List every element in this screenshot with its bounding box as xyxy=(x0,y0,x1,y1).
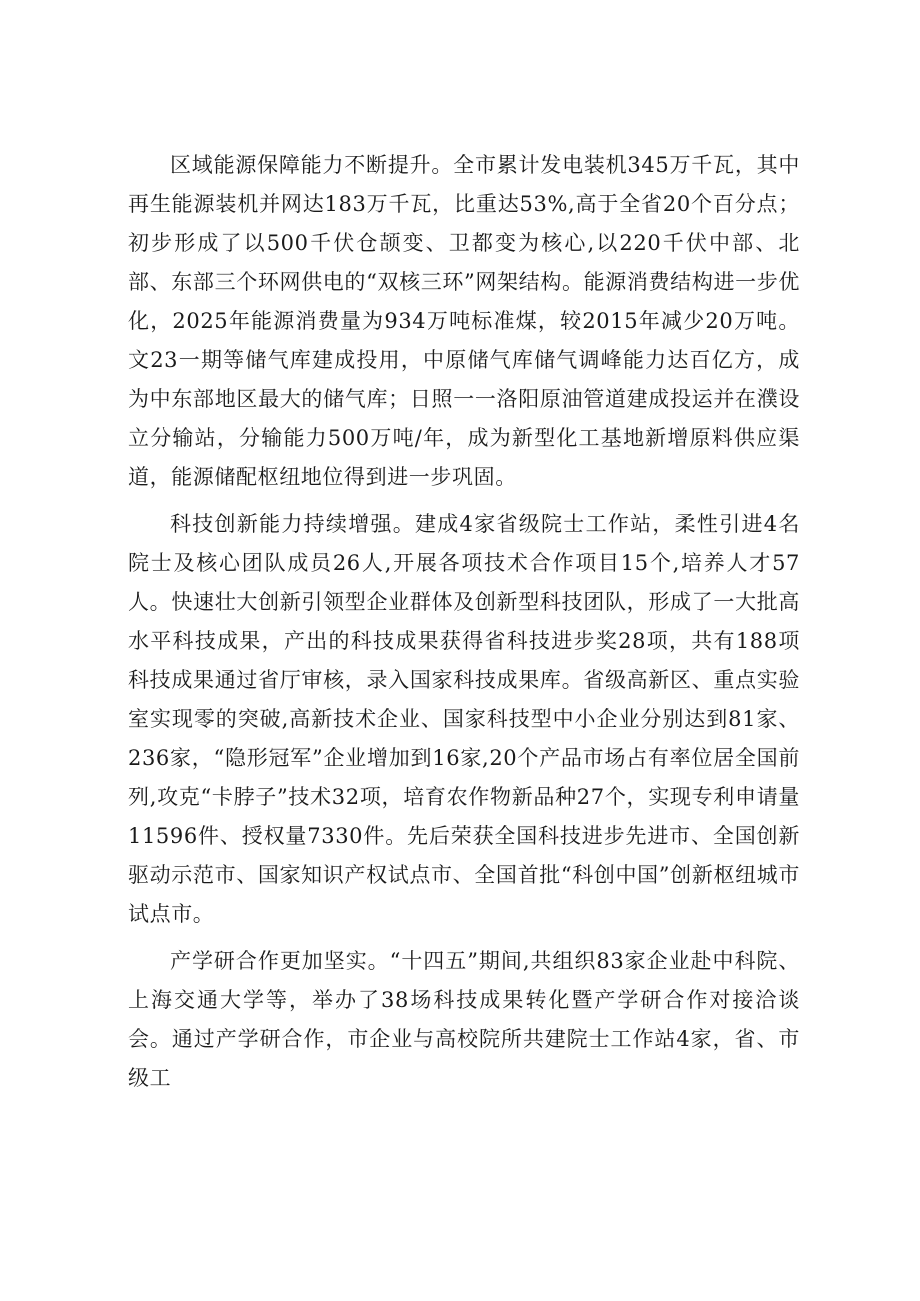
paragraph-energy-security: 区域能源保障能力不断提升。全市累计发电装机345万千瓦，其中再生能源装机并网达183万千瓦，比重达53%,高于全省20个百分点；初步形成了以500千伏仓颉变、卫都变为核心,以220千伏中部、北部、东部三个环网供电的“双核三环”网架结构。能源消费结构进一步优化，2025年能源消费量为934万吨标准煤，较2015年减少20万吨。文23一期等储气库建成投用，中原储气库储气调峰能力达百亿方，成为中东部地区最大的储气库；日照一一洛阳原油管道建成投运并在濮设立分输站，分输能力500万吨/年，成为新型化工基地新增原料供应渠道，能源储配枢纽地位得到进一步巩固。 xyxy=(128,153,800,489)
document-body xyxy=(128,146,800,1106)
paragraph-industry-academia: 产学研合作更加坚实。“十四五”期间,共组织83家企业赴中科院、上海交通大学等，举办了38场科技成果转化暨产学研合作对接洽谈会。通过产学研合作，市企业与高校院所共建院士工作站4家，省、市级工 xyxy=(128,949,800,1090)
paragraph-tech-innovation: 科技创新能力持续增强。建成4家省级院士工作站，柔性引进4名院士及核心团队成员26人,开展各项技术合作项目15个,培养人才57人。快速壮大创新引领型企业群体及创新型科技团队，形成了一大批高水平科技成果，产出的科技成果获得省科技进步奖28项，共有188项科技成果通过省厅审核，录入国家科技成果库。省级高新区、重点实验室实现零的突破,高新技术企业、国家科技型中小企业分别达到81家、236家，“隐形冠军”企业增加到16家,20个产品市场占有率位居全国前列,攻克“卡脖子”技术32项，培育农作物新品种27个，实现专利申请量11596件、授权量7330件。先后荣获全国科技进步先进市、全国创新驱动示范市、国家知识产权试点市、全国首批“科创中国”创新枢纽城市试点市。 xyxy=(128,512,800,926)
